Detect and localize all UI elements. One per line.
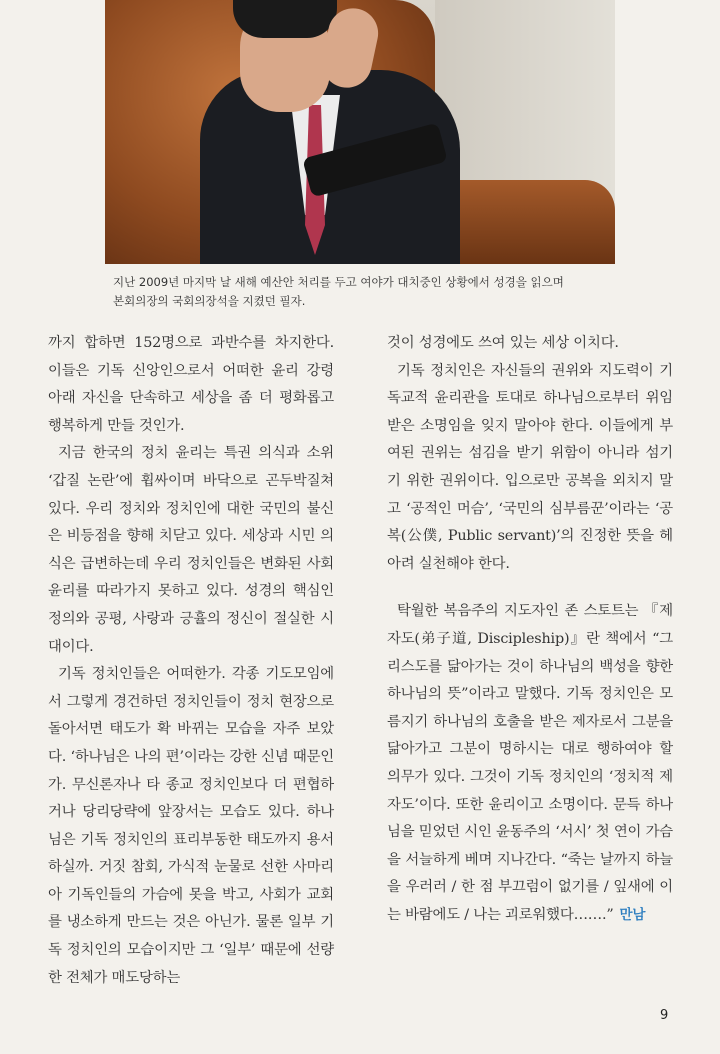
photo-caption xyxy=(113,273,613,311)
right-paragraph-3 xyxy=(387,598,673,929)
left-paragraph-3: 기독 정치인들은 어떠한가. 각종 기도모임에서 그렇게 경건하던 정치인들이 정치 현장으로 돌아서면 태도가 확 바뀌는 모습을 자주 보았다. ‘하나님은 나의 편’이라는 강한 신념 때문인가. 무신론자나 타 종교 정치인보다 더 편협하거나 당리당략에 앞장서는 모습도 있다. 하나님은 기독 정치인의 표리부동한 태도까지 용서하실까. 거짓 참회, 가식적 눈물로 선한 사마리아 기독인들의 가슴에 못을 박고, 사회가 교회를 냉소하게 만드는 것은 아닌가. 물론 일부 기독 정치인의 모습이지만 그 ‘일부’ 때문에 선량한 전체가 매도당하는 xyxy=(48,666,334,986)
caption-line-2: 본회의장의 국회의장석을 지켰던 필자. xyxy=(113,294,306,308)
right-paragraph-1: 것이 성경에도 쓰여 있는 세상 이치다. xyxy=(387,335,619,351)
page-number: 9 xyxy=(660,1008,669,1023)
left-paragraph-2: 지금 한국의 정치 윤리는 특권 의식과 소위 ‘갑질 논란’에 휩싸이며 바닥으로 곤두박질쳐있다. 우리 정치와 정치인에 대한 국민의 불신은 비등점을 향해 치닫고 있다. 세상과 시민 의식은 급변하는데 우리 정치인들은 변화된 사회 윤리를 따라가지 못하고 있다. 성경의 핵심인 정의와 공평, 사랑과 긍휼의 정신이 절실한 시대이다. xyxy=(48,445,334,655)
left-paragraph-1: 까지 합하면 152명으로 과반수를 차지한다. 이들은 기독 신앙인으로서 어떠한 윤리 강령 아래 자신을 단속하고 세상을 좀 더 평화롭고 행복하게 만들 것인가. xyxy=(48,335,334,434)
right-paragraph-3-text: 탁월한 복음주의 지도자인 존 스토트는 『제자도(弟子道, Discipleship)』란 책에서 “그리스도를 닮아가는 것이 하나님의 백성을 향한 하나님의 뜻”이라고 말했다. 기독 정치인은 모름지기 하나님의 호출을 받은 제자로서 그분을 닮아가고 그분이 명하시는 대로 행하여야 할 의무가 있다. 그것이 기독 정치인의 ‘정치적 제자도’이다. 또한 윤리이고 소명이다. 문득 하나님을 믿었던 시인 윤동주의 ‘서시’ 첫 연이 가슴을 서늘하게 베며 지나간다. “죽는 날까지 하늘을 우러러 / 한 점 부끄럼이 없기를 / 잎새에 이는 바람에도 / 나는 괴로워했다…….” xyxy=(387,603,673,923)
right-column xyxy=(387,330,673,929)
photo-lawmaker-reading-bible xyxy=(105,0,615,264)
magazine-signature: 만남 xyxy=(619,906,646,923)
photo-hair xyxy=(233,0,337,38)
left-column xyxy=(48,330,334,992)
caption-line-1: 지난 2009년 마지막 날 새해 예산안 처리를 두고 여야가 대치중인 상황에서 성경을 읽으며 xyxy=(113,275,564,289)
right-paragraph-2: 기독 정치인은 자신들의 권위와 지도력이 기독교적 윤리관을 토대로 하나님으로부터 위임받은 소명임을 잊지 말아야 한다. 이들에게 부여된 권위는 섬김을 받기 위함이 아니라 섬기기 위한 권위이다. 입으로만 공복을 외치지 말고 ‘공적인 머슴’, ‘국민의 심부름꾼’이라는 ‘공복(公僕, Public servant)’의 진정한 뜻을 헤아려 실천해야 한다. xyxy=(387,362,673,572)
